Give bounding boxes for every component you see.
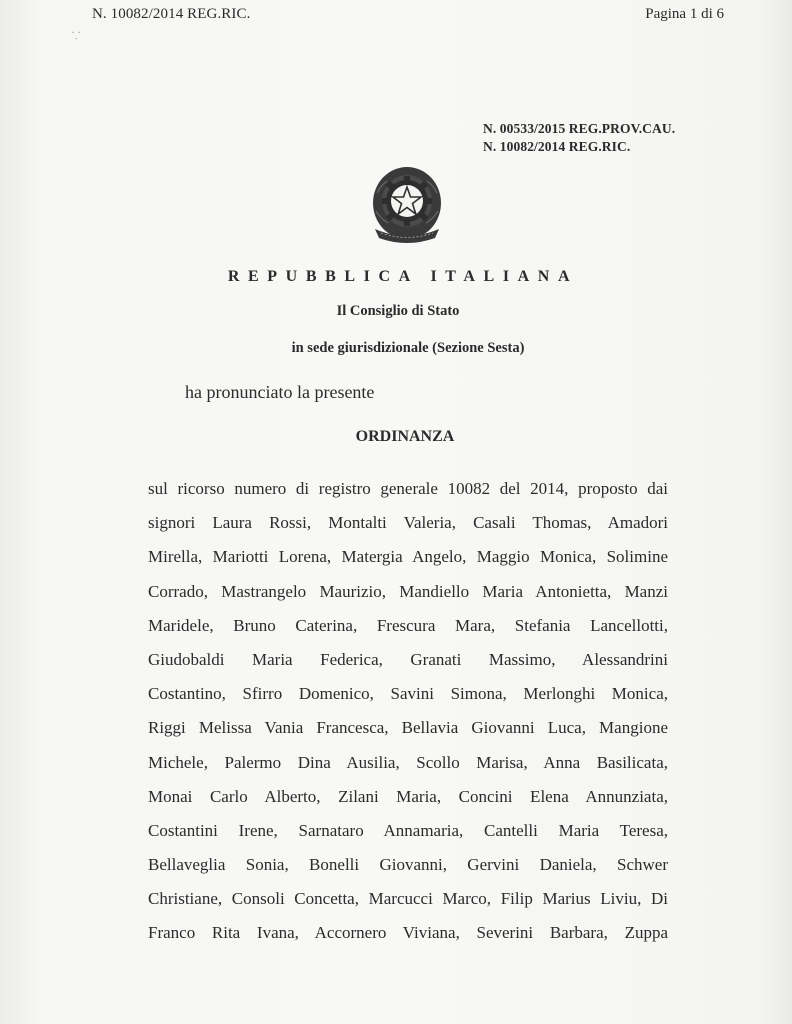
document-type-heading: ORDINANZA (355, 428, 455, 445)
body-line: Giudobaldi Maria Federica, Granati Massimo, Alessandrini (148, 649, 668, 669)
body-line: Costantini Irene, Sarnataro Annamaria, Cantelli Maria Teresa, (148, 820, 668, 840)
body-line: Christiane, Consoli Concetta, Marcucci Marco, Filip Marius Liviu, Di (148, 889, 668, 909)
reference-provision-number: N. 00533/2015 REG.PROV.CAU. (483, 121, 676, 136)
body-line: sul ricorso numero di registro generale 10082 del 2014, proposto dai (148, 479, 668, 498)
intro-text: ha pronunciato la presente (185, 382, 375, 402)
body-line: Riggi Melissa Vania Francesca, Bellavia Giovanni Luca, Mangione (148, 718, 668, 738)
body-line: Monai Carlo Alberto, Zilani Maria, Concini Elena Annunziata, (148, 786, 668, 806)
reference-numbers (483, 120, 675, 156)
body-line: Franco Rita Ivana, Accornero Viviana, Severini Barbara, Zuppa (148, 923, 668, 943)
header-page-indicator: Pagina 1 di 6 (645, 6, 724, 22)
body-line: Maridele, Bruno Caterina, Frescura Mara, Stefania Lancellotti, (148, 615, 668, 635)
body-line: Bellaveglia Sonia, Bonelli Giovanni, Gervini Daniela, Schwer (148, 855, 668, 875)
seat-heading: in sede giurisdizionale (Sezione Sesta) (291, 340, 525, 356)
italian-republic-emblem-icon (367, 163, 447, 247)
body-line: Mirella, Mariotti Lorena, Matergia Angelo, Maggio Monica, Solimine (148, 547, 668, 567)
republic-heading: REPUBBLICA ITALIANA (227, 268, 579, 285)
body-paragraph (148, 472, 668, 951)
body-line: Costantino, Sfirro Domenico, Savini Simona, Merlonghi Monica, (148, 684, 668, 704)
header-register-number: N. 10082/2014 REG.RIC. (92, 6, 251, 22)
body-line: Corrado, Mastrangelo Maurizio, Mandiello Maria Antonietta, Manzi (148, 581, 668, 601)
reference-register-number: N. 10082/2014 REG.RIC. (483, 139, 631, 154)
council-heading: Il Consiglio di Stato (336, 303, 460, 319)
scan-speck: ⸪ (72, 31, 81, 42)
body-line: Michele, Palermo Dina Ausilia, Scollo Marisa, Anna Basilicata, (148, 752, 668, 772)
body-line: signori Laura Rossi, Montalti Valeria, Casali Thomas, Amadori (148, 513, 668, 533)
